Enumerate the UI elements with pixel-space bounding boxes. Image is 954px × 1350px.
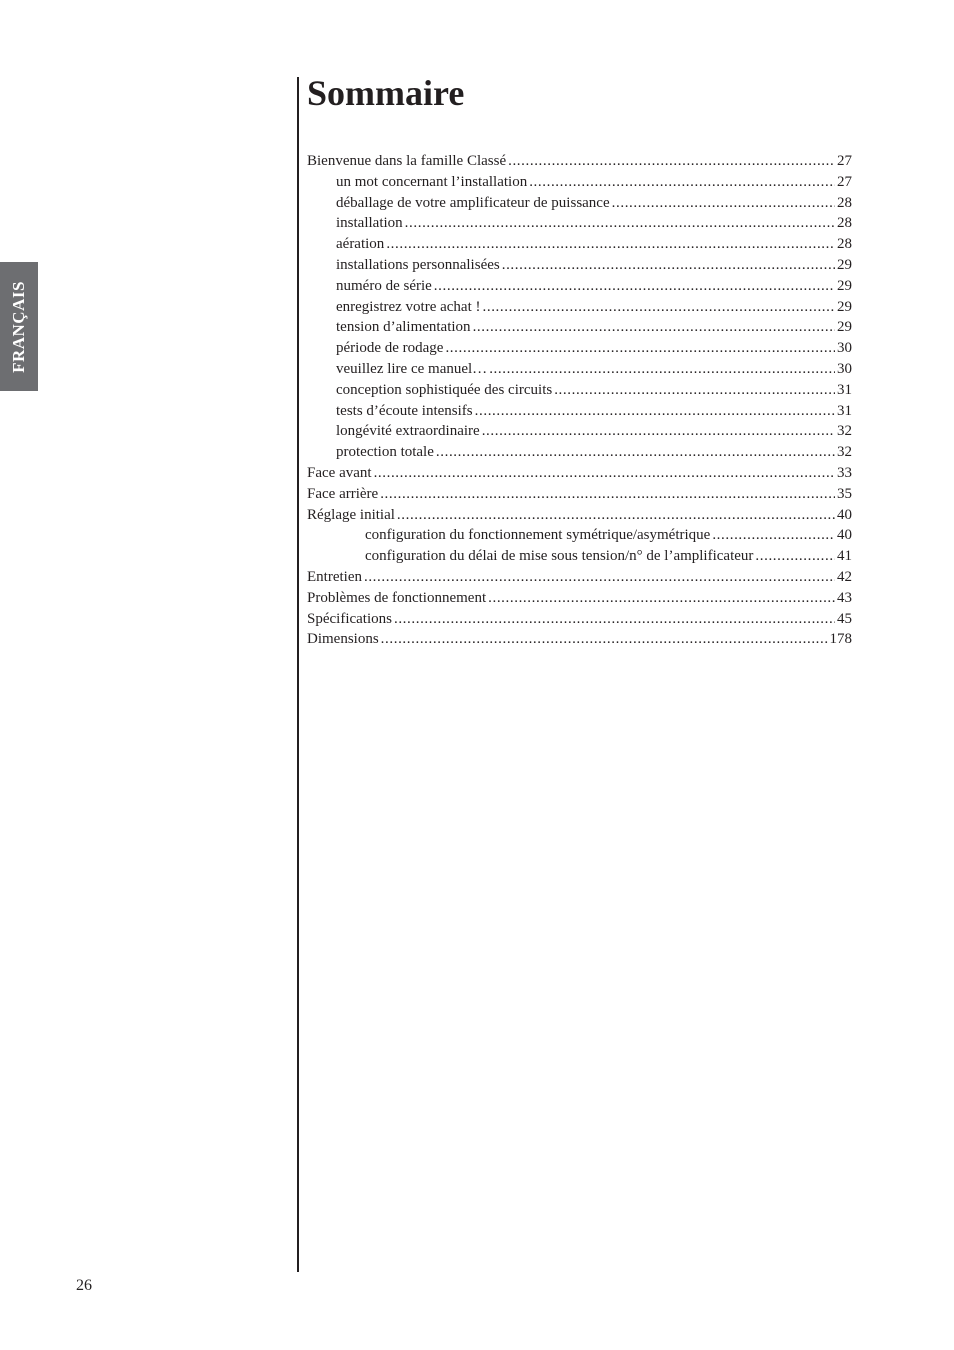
language-tab-label: FRANÇAIS	[9, 280, 28, 373]
toc-leader	[482, 421, 835, 442]
toc-entry[interactable]	[307, 234, 852, 255]
toc-entry-page: 29	[837, 298, 852, 315]
toc-entry[interactable]	[307, 401, 852, 422]
toc-entry-page: 41	[837, 548, 852, 565]
toc-leader	[508, 151, 835, 172]
toc-entry-label: installation	[336, 215, 403, 232]
toc-leader	[475, 401, 835, 422]
toc-entry-page: 33	[837, 464, 852, 481]
toc-leader	[755, 546, 835, 567]
toc-leader	[502, 255, 835, 276]
toc-entry-label: aération	[336, 236, 385, 253]
toc-entry-page: 40	[837, 506, 852, 523]
toc-entry-label: protection totale	[336, 444, 434, 461]
toc-entry-label: tension d’alimentation	[336, 319, 471, 336]
toc-entry-label: veuillez lire ce manuel…	[336, 360, 488, 377]
toc-leader	[434, 276, 835, 297]
toc-leader	[405, 213, 835, 234]
toc-entry[interactable]	[307, 609, 852, 630]
page-number: 26	[76, 1277, 92, 1294]
toc-entry-page: 30	[837, 340, 852, 357]
toc-entry-label: longévité extraordinaire	[336, 423, 480, 440]
toc-entry[interactable]	[307, 588, 852, 609]
toc-leader	[445, 338, 835, 359]
toc-entry-page: 40	[837, 527, 852, 544]
toc-entry-page: 31	[837, 381, 852, 398]
toc-entry-label: Bienvenue dans la famille Classé	[307, 153, 507, 169]
toc-entry-page: 29	[837, 256, 852, 273]
toc-entry-page: 31	[837, 402, 852, 419]
toc-entry-page: 30	[837, 360, 852, 377]
toc-entry[interactable]	[307, 213, 852, 234]
language-tab	[0, 262, 38, 391]
toc-leader	[374, 463, 835, 484]
toc-entry-page: 178	[829, 631, 852, 648]
toc-leader	[488, 588, 835, 609]
table-of-contents	[307, 151, 852, 650]
toc-leader	[394, 609, 835, 630]
page-title: Sommaire	[307, 73, 465, 113]
toc-entry-label: tests d’écoute intensifs	[336, 402, 473, 419]
vertical-rule	[297, 77, 299, 1272]
toc-entry-page: 42	[837, 568, 852, 585]
toc-leader	[380, 484, 835, 505]
toc-leader	[473, 317, 835, 338]
toc-leader	[612, 193, 835, 214]
toc-entry-page: 35	[837, 485, 852, 502]
toc-entry[interactable]	[307, 505, 852, 526]
toc-entry[interactable]	[307, 421, 852, 442]
toc-entry-page: 32	[837, 444, 852, 461]
toc-entry-label: installations personnalisées	[336, 256, 500, 273]
toc-entry-label: Spécifications	[307, 610, 392, 627]
toc-entry-label: Face avant	[307, 464, 372, 481]
toc-entry[interactable]	[307, 463, 852, 484]
toc-entry[interactable]	[307, 442, 852, 463]
toc-entry-page: 27	[837, 173, 852, 190]
toc-entry[interactable]	[307, 484, 852, 505]
toc-entry-label: Entretien	[307, 568, 362, 585]
toc-entry-label: enregistrez votre achat !	[336, 298, 481, 315]
toc-entry-label: Réglage initial	[307, 506, 395, 523]
toc-entry-page: 45	[837, 610, 852, 627]
toc-leader	[489, 359, 835, 380]
toc-entry-page: 28	[837, 194, 852, 211]
toc-entry-label: conception sophistiquée des circuits	[336, 381, 553, 398]
toc-entry-label: numéro de série	[336, 277, 432, 294]
toc-entry[interactable]	[307, 317, 852, 338]
toc-leader	[397, 505, 835, 526]
toc-entry-label: configuration du fonctionnement symétrique/asymétrique	[365, 527, 711, 544]
toc-entry-label: un mot concernant l’installation	[336, 173, 528, 190]
toc-entry-page: 29	[837, 319, 852, 336]
toc-entry[interactable]	[307, 380, 852, 401]
toc-entry[interactable]	[307, 255, 852, 276]
toc-entry[interactable]	[307, 359, 852, 380]
toc-leader	[386, 234, 835, 255]
toc-leader	[554, 380, 835, 401]
toc-leader	[381, 629, 828, 650]
toc-entry-page: 29	[837, 277, 852, 294]
toc-entry-label: déballage de votre amplificateur de puissance	[336, 194, 610, 211]
toc-entry[interactable]	[307, 297, 852, 318]
toc-entry[interactable]	[307, 193, 852, 214]
toc-entry-page: 27	[837, 153, 852, 169]
toc-entry-page: 43	[837, 589, 852, 606]
toc-entry-label: Problèmes de fonctionnement	[307, 589, 487, 606]
toc-entry[interactable]	[307, 567, 852, 588]
toc-entry-page: 32	[837, 423, 852, 440]
toc-entry[interactable]	[307, 338, 852, 359]
toc-entry-label: configuration du délai de mise sous tension/n° de l’amplificateur	[365, 548, 754, 565]
toc-leader	[436, 442, 835, 463]
toc-leader	[364, 567, 835, 588]
toc-entry-label: Dimensions	[307, 631, 379, 648]
toc-entry[interactable]	[307, 546, 852, 567]
toc-entry[interactable]	[307, 525, 852, 546]
toc-entry-page: 28	[837, 236, 852, 253]
toc-entry[interactable]	[307, 276, 852, 297]
toc-entry-label: période de rodage	[336, 340, 444, 357]
toc-entry[interactable]	[307, 629, 852, 650]
toc-leader	[529, 172, 835, 193]
toc-entry-page: 28	[837, 215, 852, 232]
toc-entry[interactable]	[307, 151, 852, 172]
toc-leader	[712, 525, 835, 546]
toc-leader	[483, 297, 836, 318]
toc-entry[interactable]	[307, 172, 852, 193]
toc-entry-label: Face arrière	[307, 485, 379, 502]
